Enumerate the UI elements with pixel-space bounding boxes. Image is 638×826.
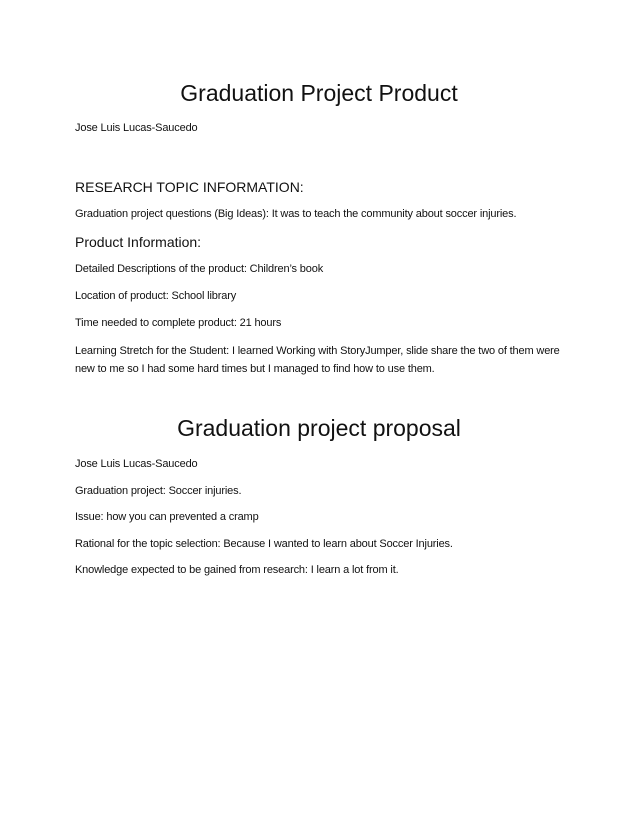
product-author: Jose Luis Lucas-Saucedo bbox=[75, 122, 198, 134]
proposal-author: Jose Luis Lucas-Saucedo bbox=[75, 458, 198, 470]
project-questions: Graduation project questions (Big Ideas): It was to teach the community about soccer injuries. bbox=[75, 208, 517, 220]
proposal-title: Graduation project proposal bbox=[177, 415, 461, 441]
time-needed: Time needed to complete product: 21 hours bbox=[75, 317, 282, 329]
product-description: Detailed Descriptions of the product: Children’s book bbox=[75, 263, 324, 275]
product-title: Graduation Project Product bbox=[180, 80, 458, 106]
proposal-issue: Issue: how you can prevented a cramp bbox=[75, 511, 259, 523]
product-location: Location of product: School library bbox=[75, 290, 237, 302]
proposal-rational: Rational for the topic selection: Because I wanted to learn about Soccer Injuries. bbox=[75, 538, 453, 550]
research-heading: RESEARCH TOPIC INFORMATION: bbox=[75, 179, 304, 195]
proposal-knowledge: Knowledge expected to be gained from research: I learn a lot from it. bbox=[75, 564, 399, 576]
proposal-project: Graduation project: Soccer injuries. bbox=[75, 485, 242, 497]
learning-stretch: Learning Stretch for the Student: I learned Working with StoryJumper, slide share the two of them were new to me so I had some hard times but I managed to find how to use them. bbox=[75, 345, 560, 375]
product-heading: Product Information: bbox=[75, 234, 202, 250]
